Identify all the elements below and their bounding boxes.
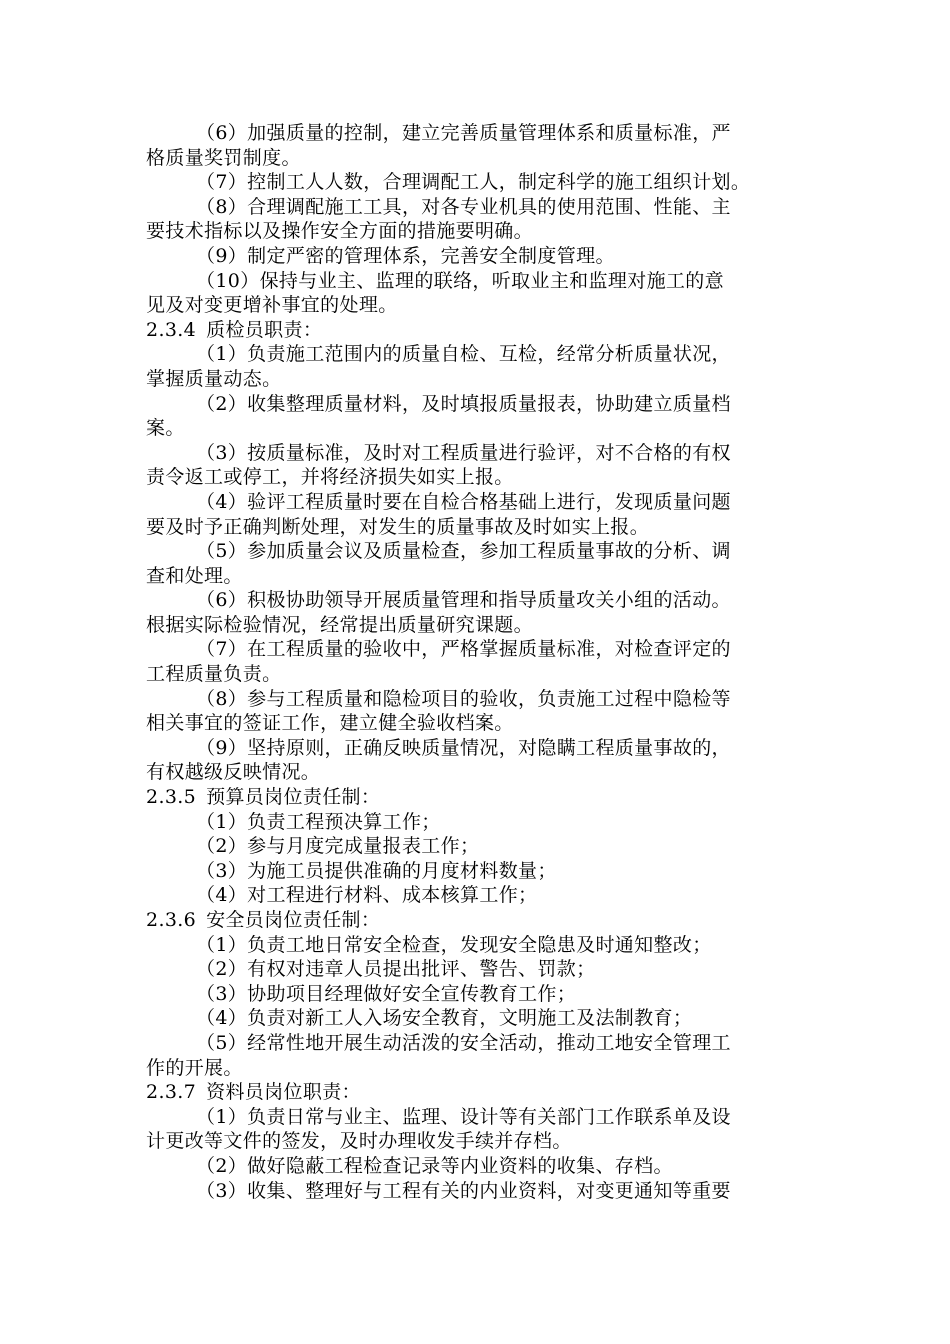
section-heading bbox=[146, 785, 816, 810]
paragraph-line: （7）控制工人人数，合理调配工人，制定科学的施工组织计划。 bbox=[196, 171, 751, 194]
paragraph-line: （5）经常性地开展生动活泼的安全活动，推动工地安全管理工 bbox=[196, 1031, 731, 1054]
paragraph-line: （6）积极协助领导开展质量管理和指导质量攻关小组的活动。 bbox=[196, 589, 731, 612]
paragraph-line: （3）按质量标准，及时对工程质量进行验评，对不合格的有权 bbox=[196, 441, 731, 464]
section-title: 预算员岗位责任制： bbox=[206, 786, 381, 809]
paragraph-line: （2）做好隐蔽工程检查记录等内业资料的收集、存档。 bbox=[196, 1154, 673, 1177]
paragraph-line: （4）对工程进行材料、成本核算工作； bbox=[196, 884, 538, 907]
paragraph-line: （3）为施工员提供准确的月度材料数量； bbox=[196, 859, 557, 882]
paragraph-line: （1）负责工地日常安全检查，发现安全隐患及时通知整改； bbox=[196, 933, 712, 956]
section-number: 2.3.6 bbox=[146, 909, 197, 931]
paragraph-line: （3）协助项目经理做好安全宣传教育工作； bbox=[196, 982, 577, 1005]
paragraph-line: （4）验评工程质量时要在自检合格基础上进行，发现质量问题 bbox=[196, 490, 731, 513]
paragraph-continuation: 计更改等文件的签发，及时办理收发手续并存档。 bbox=[146, 1130, 572, 1153]
paragraph-line: （8）参与工程质量和隐检项目的验收，负责施工过程中隐检等 bbox=[196, 687, 731, 710]
paragraph-line: （1）负责工程预决算工作； bbox=[196, 810, 441, 833]
paragraph-continuation: 格质量奖罚制度。 bbox=[146, 146, 301, 169]
section-title: 安全员岗位责任制： bbox=[206, 909, 381, 931]
paragraph-line: （6）加强质量的控制，建立完善质量管理体系和质量标准，严 bbox=[196, 122, 731, 144]
paragraph-continuation: 案。 bbox=[146, 417, 185, 440]
paragraph-continuation: 根据实际检验情况，经常提出质量研究课题。 bbox=[146, 613, 534, 636]
paragraph-line: （9）制定严密的管理体系，完善安全制度管理。 bbox=[196, 244, 615, 267]
paragraph-continuation: 掌握质量动态。 bbox=[146, 367, 282, 390]
paragraph-line: （4）负责对新工人入场安全教育，文明施工及法制教育； bbox=[196, 1007, 693, 1030]
paragraph-continuation: 工程质量负责。 bbox=[146, 663, 282, 686]
paragraph-line: （1）负责施工范围内的质量自检、互检，经常分析质量状况， bbox=[196, 343, 731, 366]
paragraph-line: （7）在工程质量的验收中，严格掌握质量标准，对检查评定的 bbox=[196, 638, 731, 661]
section-title: 资料员岗位职责： bbox=[206, 1081, 361, 1104]
section-title: 质检员职责： bbox=[206, 318, 323, 341]
document-page bbox=[146, 121, 816, 1203]
section-number: 2.3.7 bbox=[146, 1081, 197, 1104]
section-heading bbox=[146, 318, 816, 343]
section-number: 2.3.5 bbox=[146, 786, 197, 809]
paragraph-continuation: 作的开展。 bbox=[146, 1056, 243, 1079]
paragraph-line: （9）坚持原则，正确反映质量情况，对隐瞒工程质量事故的， bbox=[196, 736, 731, 759]
paragraph-continuation: 查和处理。 bbox=[146, 564, 243, 587]
paragraph-continuation: 要及时予正确判断处理，对发生的质量事故及时如实上报。 bbox=[146, 515, 650, 538]
paragraph-continuation: 要技术指标以及操作安全方面的措施要明确。 bbox=[146, 220, 534, 243]
paragraph-line: （5）参加质量会议及质量检查，参加工程质量事故的分析、调 bbox=[196, 540, 731, 563]
paragraph-line: （1）负责日常与业主、监理、设计等有关部门工作联系单及设 bbox=[196, 1105, 731, 1128]
paragraph-line: （8）合理调配施工工具，对各专业机具的使用范围、性能、主 bbox=[196, 195, 731, 218]
section-heading bbox=[146, 908, 816, 933]
paragraph-continuation: 有权越级反映情况。 bbox=[146, 761, 321, 784]
section-number: 2.3.4 bbox=[146, 318, 197, 341]
paragraph-line: （2）有权对违章人员提出批评、警告、罚款； bbox=[196, 958, 596, 981]
paragraph-line: （10）保持与业主、监理的联络，听取业主和监理对施工的意 bbox=[196, 269, 724, 292]
paragraph-line: （2）收集整理质量材料，及时填报质量报表，协助建立质量档 bbox=[196, 392, 731, 415]
paragraph-line: （2）参与月度完成量报表工作； bbox=[196, 835, 480, 858]
section-heading bbox=[146, 1080, 816, 1105]
paragraph-line: （3）收集、整理好与工程有关的内业资料，对变更通知等重要 bbox=[196, 1179, 731, 1202]
paragraph-continuation: 责令返工或停工，并将经济损失如实上报。 bbox=[146, 466, 514, 489]
paragraph-continuation: 见及对变更增补事宜的处理。 bbox=[146, 294, 398, 317]
paragraph-continuation: 相关事宜的签证工作，建立健全验收档案。 bbox=[146, 712, 514, 735]
